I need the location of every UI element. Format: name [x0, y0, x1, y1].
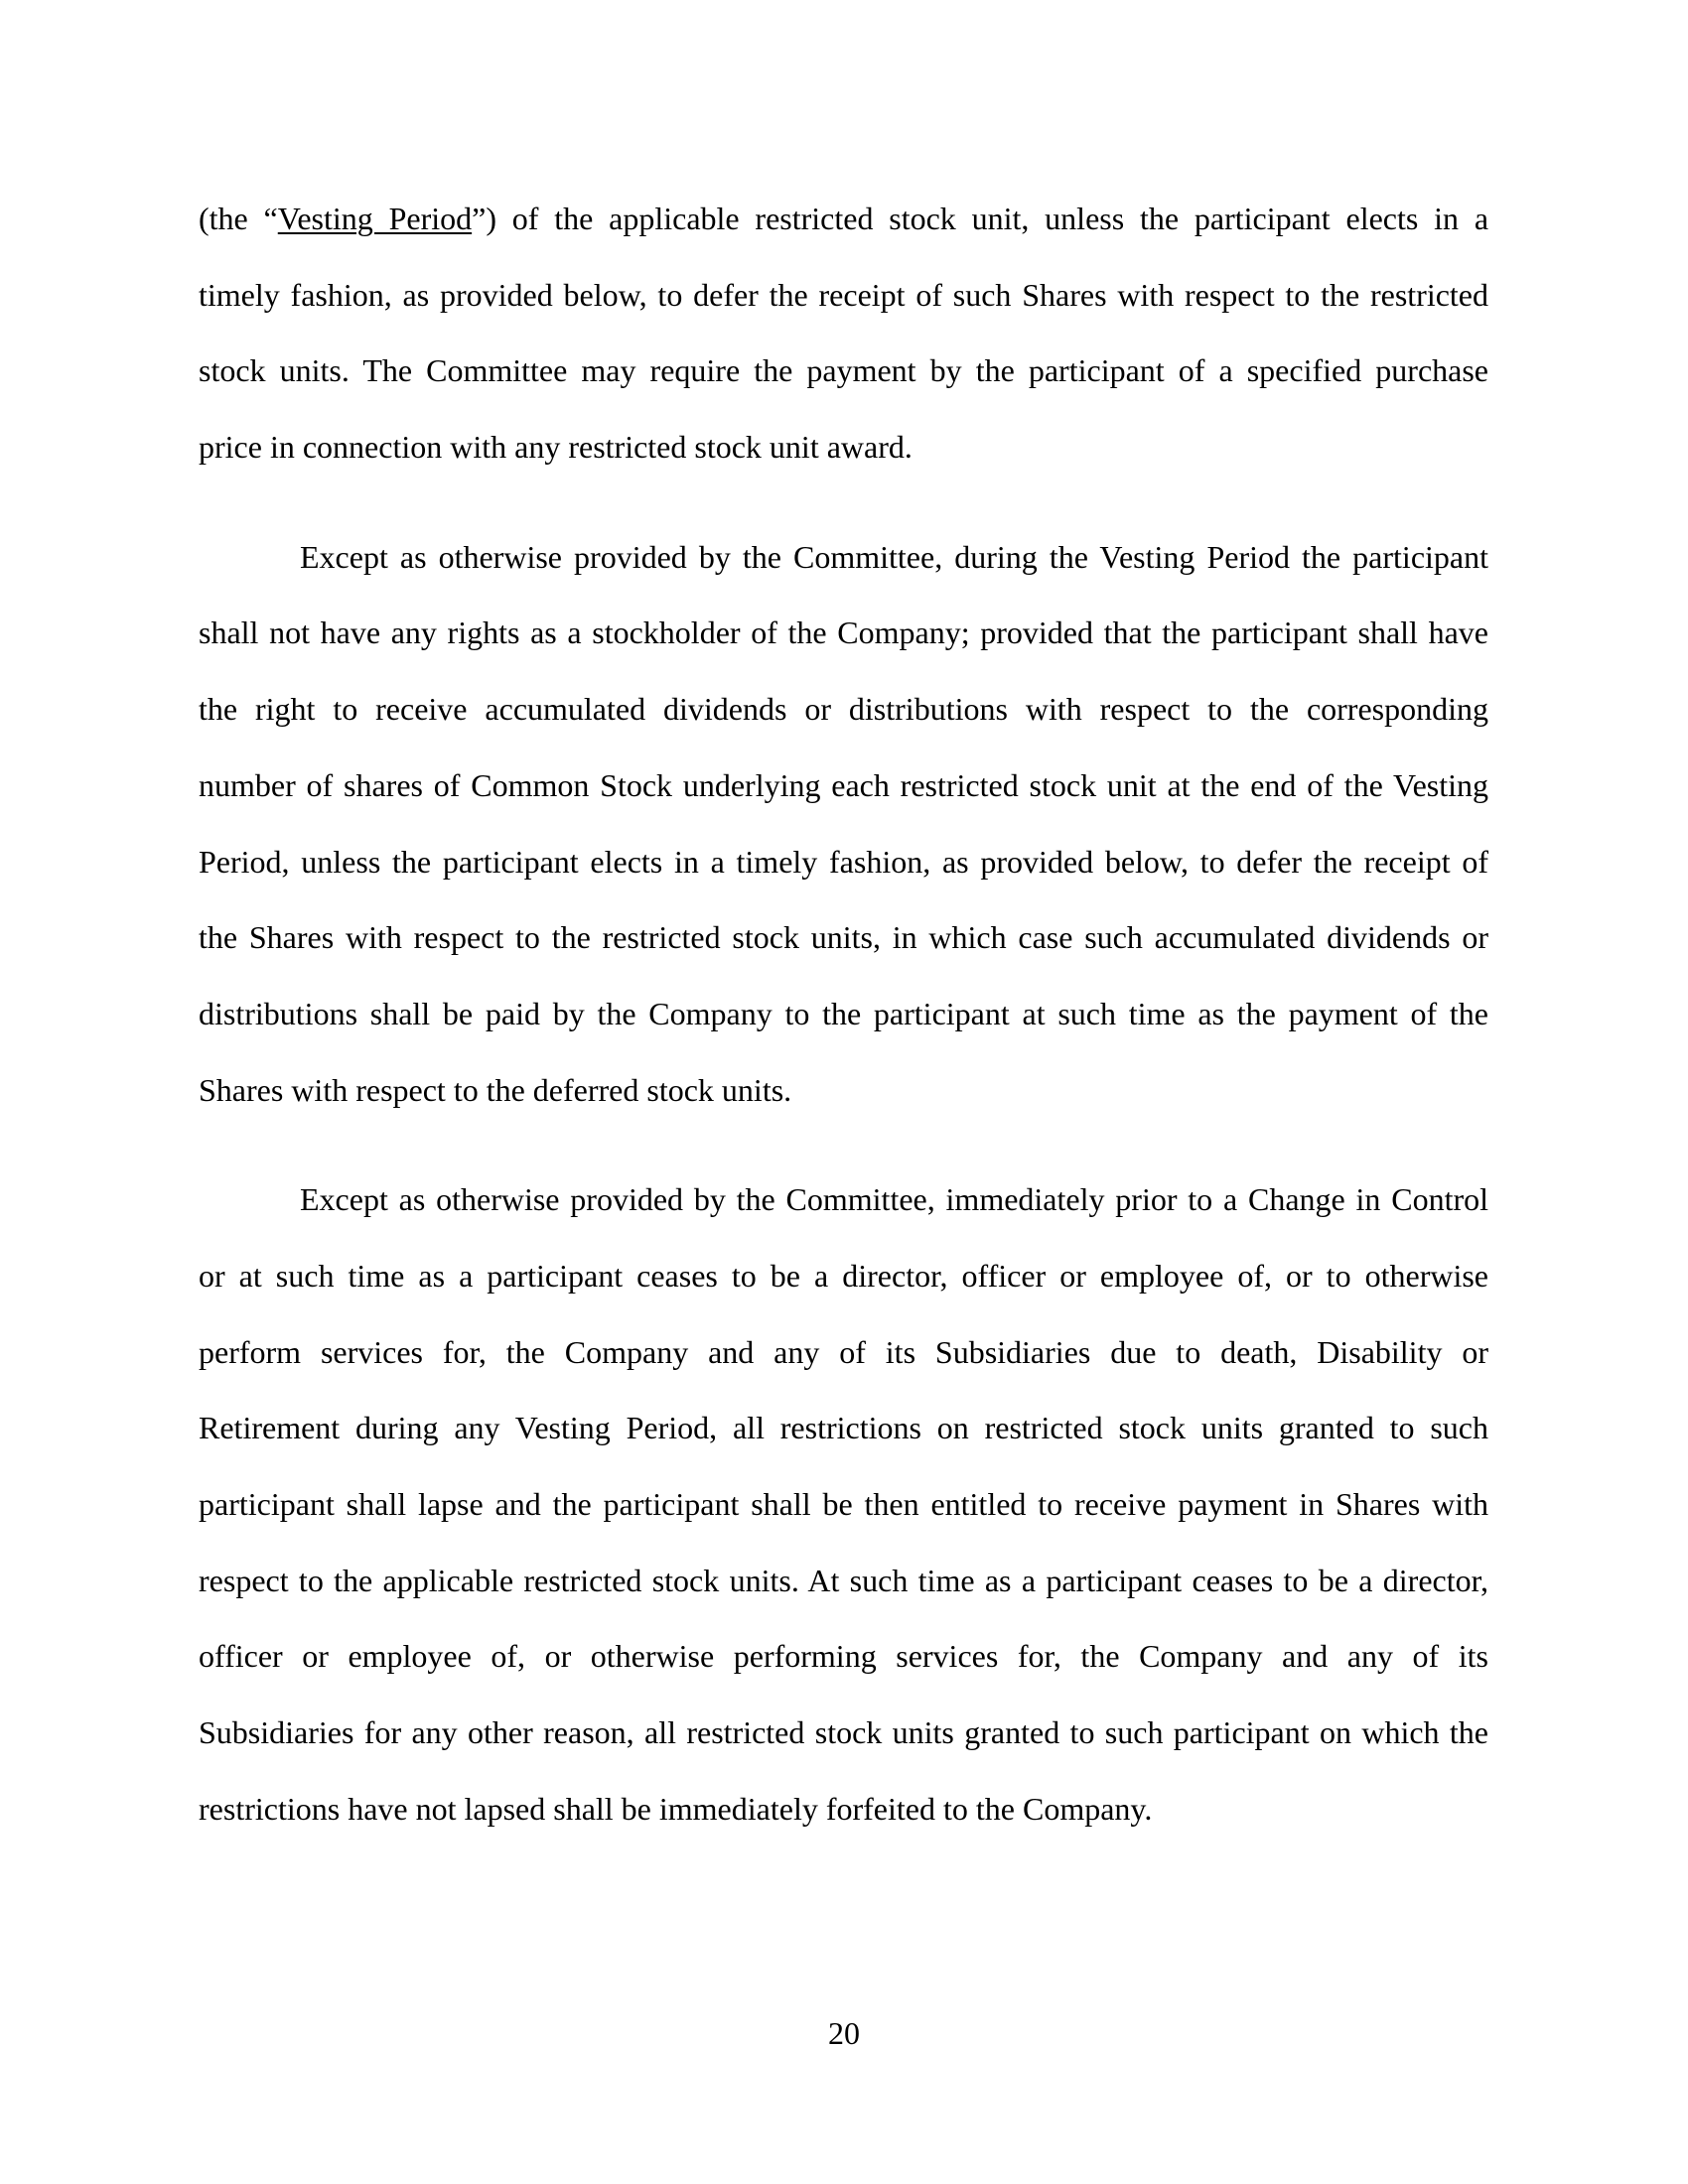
- page-number: 20: [828, 2015, 860, 2051]
- text-line: the Shares with respect to the restricted stock units, in which case such accumulated dividends or: [199, 919, 1488, 956]
- text-line: number of shares of Common Stock underlying each restricted stock unit at the end of the Vesting: [199, 766, 1488, 803]
- paragraph-vesting-period-definition: [199, 181, 1488, 485]
- text-line: participant shall lapse and the participant shall be then entitled to receive payment in Shares with: [199, 1486, 1488, 1522]
- text-segment: (the “: [199, 201, 278, 236]
- text-line: respect to the applicable restricted stock units. At such time as a participant ceases to be a director,: [199, 1562, 1488, 1598]
- text-line: stock units. The Committee may require the payment by the participant of a specified purchase: [199, 352, 1488, 389]
- document-body: [199, 181, 1488, 1880]
- text-line: Except as otherwise provided by the Committee, during the Vesting Period the participant: [300, 538, 1488, 575]
- text-line: Shares with respect to the deferred stock units.: [199, 1071, 792, 1108]
- text-line: timely fashion, as provided below, to defer the receipt of such Shares with respect to the restricted: [199, 276, 1488, 313]
- text-line: Retirement during any Vesting Period, all restrictions on restricted stock units granted to such: [199, 1410, 1488, 1446]
- paragraph-change-in-control: [199, 1161, 1488, 1846]
- text-line: restrictions have not lapsed shall be immediately forfeited to the Company.: [199, 1790, 1153, 1827]
- text-line: Period, unless the participant elects in a timely fashion, as provided below, to defer the receipt of: [199, 843, 1488, 880]
- text-line: distributions shall be paid by the Company to the participant at such time as the payment of the: [199, 995, 1488, 1031]
- text-line: officer or employee of, or otherwise performing services for, the Company and any of its: [199, 1638, 1488, 1675]
- text-line: [199, 181, 1488, 257]
- text-line: price in connection with any restricted stock unit award.: [199, 429, 913, 466]
- text-line: or at such time as a participant ceases to be a director, officer or employee of, or to otherwise: [199, 1257, 1488, 1294]
- text-segment: ”) of the applicable restricted stock unit, unless the participant elects in a: [472, 201, 1489, 236]
- text-line: shall not have any rights as a stockholder of the Company; provided that the participant shall have: [199, 614, 1488, 651]
- text-line: the right to receive accumulated dividends or distributions with respect to the corresponding: [199, 691, 1488, 728]
- defined-term-vesting-period: Vesting Period: [277, 201, 473, 236]
- text-line: Except as otherwise provided by the Committee, immediately prior to a Change in Control: [300, 1181, 1488, 1218]
- text-line: perform services for, the Company and any of its Subsidiaries due to death, Disability or: [199, 1333, 1488, 1370]
- text-line: Subsidiaries for any other reason, all restricted stock units granted to such participant on which the: [199, 1714, 1488, 1751]
- paragraph-stockholder-rights: [199, 519, 1488, 1129]
